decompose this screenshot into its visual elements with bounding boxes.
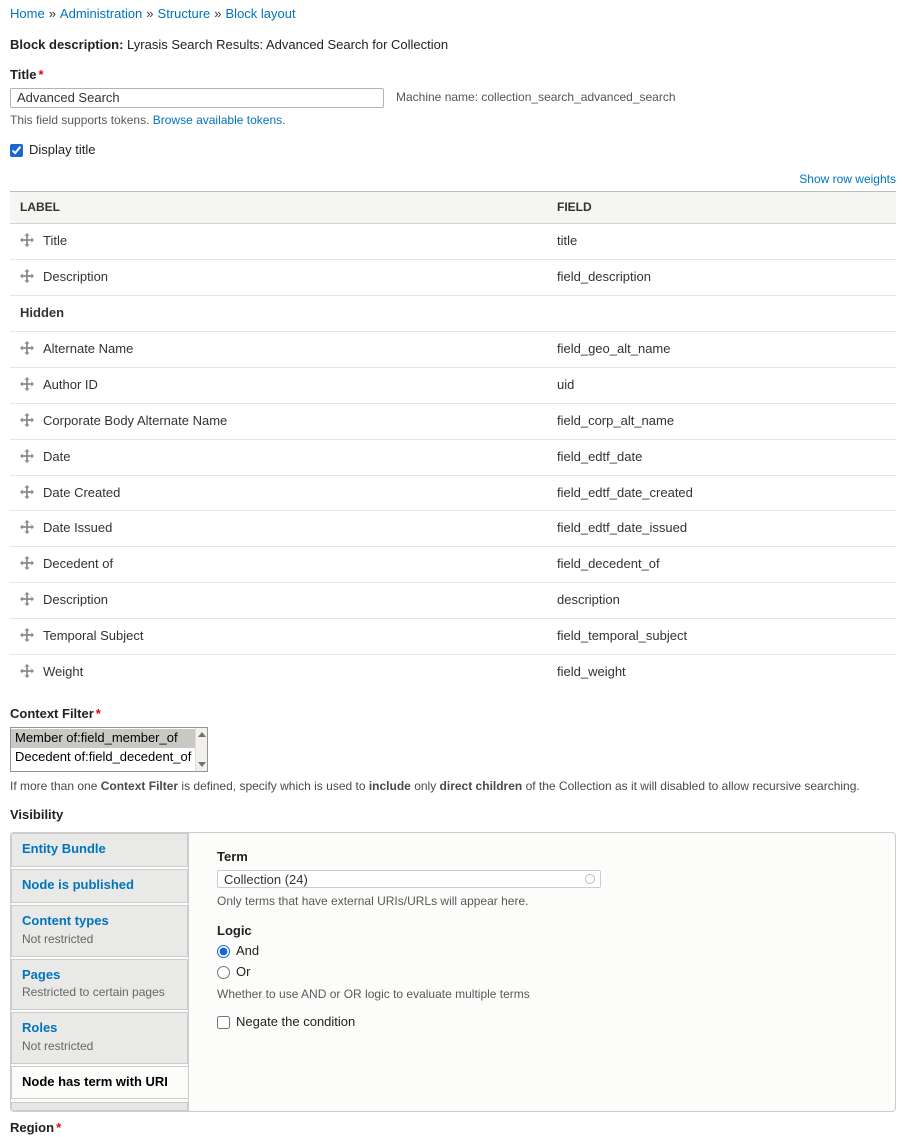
drag-handle-icon[interactable]	[20, 377, 34, 391]
drag-handle-icon[interactable]	[20, 664, 34, 678]
display-title-label: Display title	[29, 142, 96, 158]
listbox-scrollbar[interactable]	[195, 728, 207, 771]
table-row	[10, 367, 896, 403]
block-description-label: Block description:	[10, 36, 124, 52]
table-row	[10, 511, 896, 547]
row-label: Description	[43, 269, 109, 285]
table-row	[10, 475, 896, 511]
listbox-option[interactable]: Decedent of:field_decedent_of	[15, 748, 192, 764]
row-label: Temporal Subject	[43, 628, 144, 644]
show-row-weights-link[interactable]: Show row weights	[799, 172, 896, 187]
row-field: field_edtf_date_created	[547, 475, 896, 511]
region-field-label: Region *	[10, 1120, 62, 1136]
row-label: Date Created	[43, 484, 121, 500]
row-field: field_description	[547, 260, 896, 296]
tab-entity-bundle[interactable]: Entity Bundle	[11, 833, 188, 867]
row-label: Title	[43, 233, 68, 249]
logic-and-radio[interactable]	[217, 945, 230, 958]
row-label: Corporate Body Alternate Name	[43, 412, 228, 428]
tab-roles[interactable]: Roles Not restricted	[11, 1012, 188, 1063]
context-filter-help: If more than one Context Filter is defined, specify which is used to include only direct children of the Collection as it will disabled to allow recursive searching.	[10, 778, 860, 793]
drag-handle-icon[interactable]	[20, 341, 34, 355]
row-field: field_weight	[547, 655, 896, 690]
table-row	[10, 583, 896, 619]
drag-handle-icon[interactable]	[20, 520, 34, 534]
row-field: field_geo_alt_name	[547, 332, 896, 368]
row-label: Weight	[43, 664, 84, 680]
breadcrumb-block-layout-link[interactable]: Block layout	[225, 6, 296, 21]
row-label: Date Issued	[43, 520, 113, 536]
tab-pages[interactable]: Pages Restricted to certain pages	[11, 959, 188, 1010]
breadcrumb-administration-link[interactable]: Administration	[59, 6, 143, 21]
visibility-heading: Visibility	[10, 807, 64, 823]
table-row	[10, 547, 896, 583]
required-asterisk: *	[38, 66, 44, 82]
breadcrumb-separator: »	[48, 6, 56, 21]
title-input[interactable]	[10, 88, 384, 108]
row-field: field_edtf_date_issued	[547, 511, 896, 547]
table-row	[10, 224, 896, 260]
visibility-fieldset	[10, 832, 896, 1112]
row-field: field_decedent_of	[547, 547, 896, 583]
breadcrumb-separator: »	[146, 6, 154, 21]
visibility-pane	[188, 833, 895, 1111]
breadcrumb-home-link[interactable]: Home	[10, 6, 45, 21]
term-help: Only terms that have external URIs/URLs will appear here.	[217, 893, 529, 908]
breadcrumb	[10, 6, 896, 23]
field-column-header: FIELD	[547, 191, 896, 224]
table-row	[10, 403, 896, 439]
hidden-section-row	[10, 296, 896, 332]
drag-handle-icon[interactable]	[20, 485, 34, 499]
row-label: Alternate Name	[43, 341, 134, 357]
logic-label: Logic	[217, 923, 252, 939]
drag-handle-icon[interactable]	[20, 592, 34, 606]
table-row	[10, 619, 896, 655]
block-description-value: Lyrasis Search Results: Advanced Search for Collection	[127, 36, 449, 52]
context-filter-label: Context Filter *	[10, 705, 101, 721]
drag-handle-icon[interactable]	[20, 556, 34, 570]
negate-condition-label: Negate the condition	[236, 1014, 356, 1030]
listbox-option[interactable]: Member of:field_member_of	[11, 729, 195, 748]
drag-handle-icon[interactable]	[20, 413, 34, 427]
title-field-help: This field supports tokens. Browse available tokens.	[10, 112, 286, 127]
row-label: Description	[43, 592, 109, 608]
label-column-header: LABEL	[10, 191, 547, 224]
title-field-label: Title *	[10, 66, 44, 82]
row-field: field_corp_alt_name	[547, 403, 896, 439]
row-field: field_edtf_date	[547, 439, 896, 475]
row-label: Author ID	[43, 376, 98, 392]
logic-help: Whether to use AND or OR logic to evaluate multiple terms	[217, 986, 530, 1001]
tab-summary: Not restricted	[22, 1038, 94, 1053]
drag-handle-icon[interactable]	[20, 449, 34, 463]
drag-handle-icon[interactable]	[20, 233, 34, 247]
block-description	[10, 37, 896, 54]
term-input[interactable]	[217, 870, 601, 888]
hidden-section-label: Hidden	[10, 296, 896, 332]
scroll-down-icon[interactable]	[198, 762, 206, 767]
scroll-up-icon[interactable]	[198, 732, 206, 737]
visibility-tabs	[11, 833, 188, 1111]
fields-table	[10, 191, 896, 690]
machine-name: Machine name: collection_search_advanced_search	[396, 89, 676, 104]
row-field: field_temporal_subject	[547, 619, 896, 655]
table-row	[10, 655, 896, 690]
row-label: Date	[43, 448, 71, 464]
tab-node-is-published[interactable]: Node is published	[11, 869, 188, 903]
row-field: description	[547, 583, 896, 619]
tabs-column-filler	[11, 1102, 188, 1111]
drag-handle-icon[interactable]	[20, 269, 34, 283]
row-field: title	[547, 224, 896, 260]
browse-tokens-link[interactable]: Browse available tokens	[152, 112, 283, 127]
breadcrumb-structure-link[interactable]: Structure	[157, 6, 211, 21]
tab-summary: Not restricted	[22, 931, 94, 946]
drag-handle-icon[interactable]	[20, 628, 34, 642]
negate-condition-checkbox[interactable]	[217, 1016, 230, 1029]
context-filter-listbox[interactable]	[10, 727, 208, 772]
logic-and-label: And	[236, 943, 260, 959]
required-asterisk: *	[56, 1120, 62, 1136]
tab-node-has-term-with-uri[interactable]: Node has term with URI	[11, 1066, 189, 1100]
row-label: Decedent of	[43, 556, 114, 572]
breadcrumb-separator: »	[214, 6, 222, 21]
tab-content-types[interactable]: Content types Not restricted	[11, 905, 188, 956]
table-row	[10, 260, 896, 296]
row-field: uid	[547, 367, 896, 403]
required-asterisk: *	[95, 705, 101, 721]
display-title-checkbox[interactable]	[10, 144, 23, 157]
logic-or-label: Or	[236, 963, 251, 979]
term-label: Term	[217, 849, 248, 865]
table-row	[10, 332, 896, 368]
tab-summary: Restricted to certain pages	[22, 985, 165, 1000]
table-row	[10, 439, 896, 475]
